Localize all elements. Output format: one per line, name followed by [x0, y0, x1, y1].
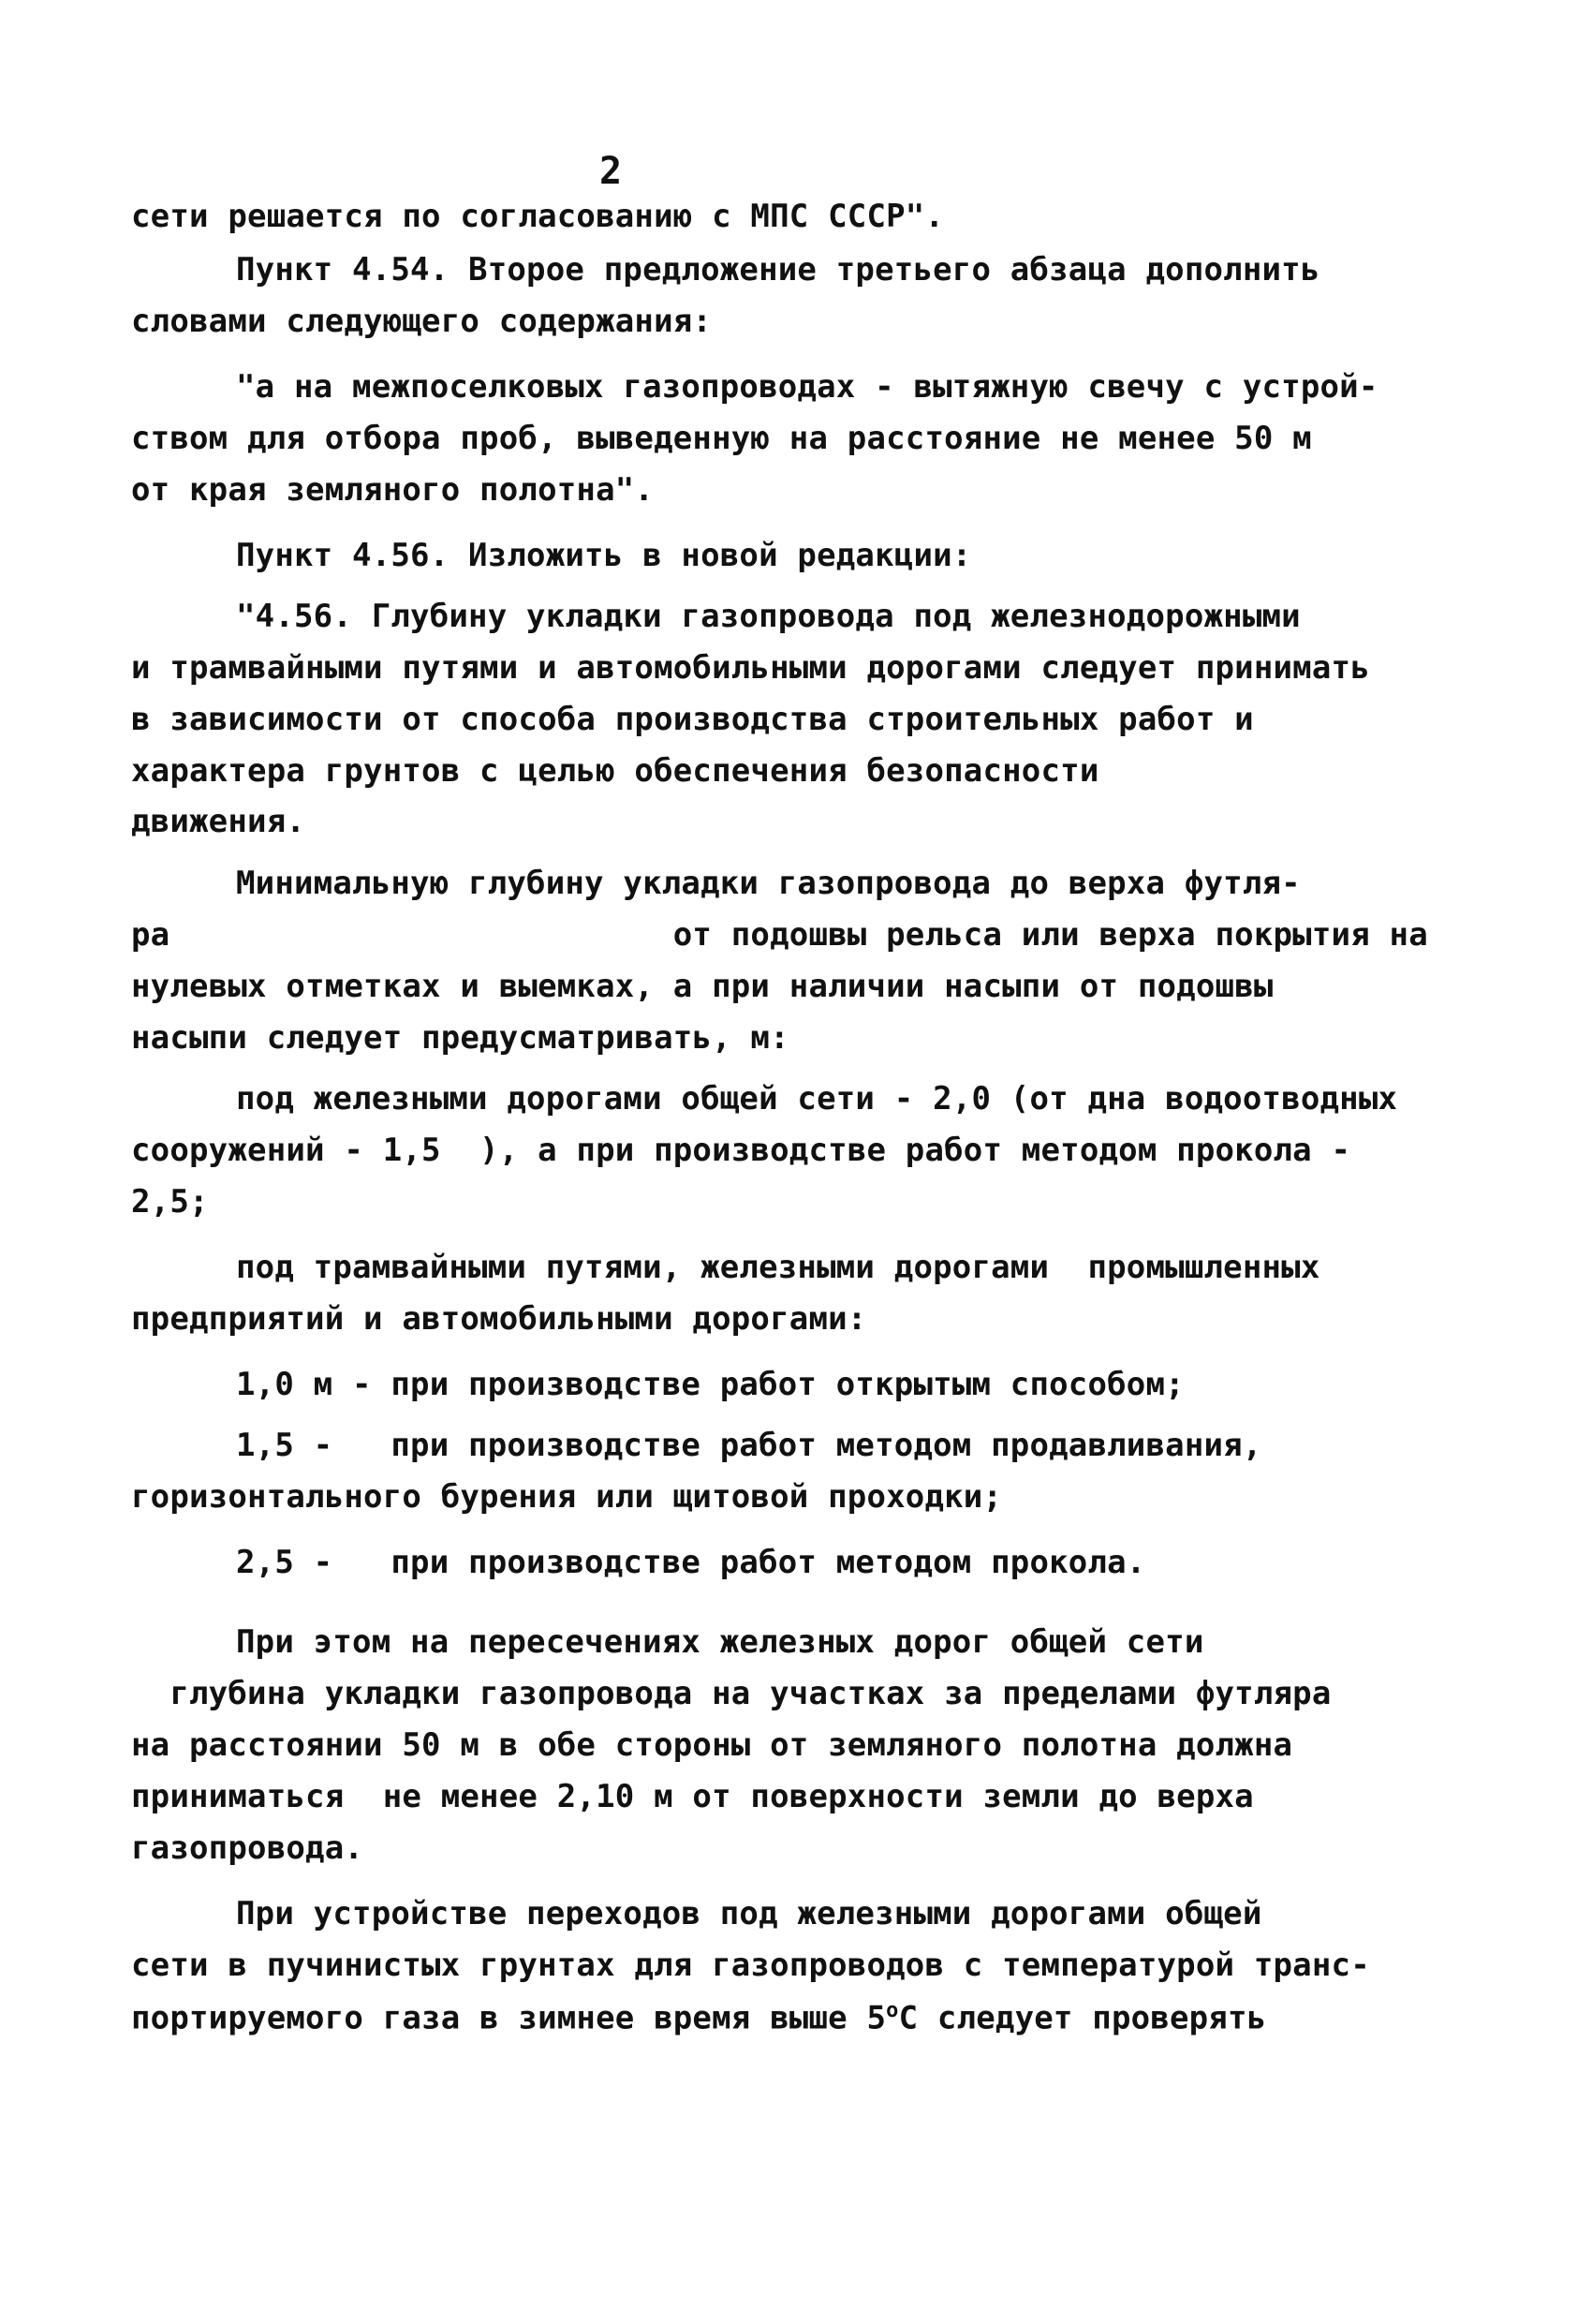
text-line: ра от подошвы рельса или верха покрытия на — [131, 916, 1428, 954]
text-line: сети решается по согласованию с МПС СССР". — [131, 198, 945, 235]
text-line: "4.56. Глубину укладки газопровода под железнодорожными — [236, 598, 1301, 635]
text-line: При устройстве переходов под железными дорогами общей — [236, 1895, 1262, 1932]
text-line: ством для отбора проб, выведенную на расстояние не менее 50 м — [131, 420, 1312, 457]
text-line: Пункт 4.54. Второе предложение третьего абзаца дополнить — [236, 251, 1320, 289]
text-line: При этом на пересечениях железных дорог общей сети — [236, 1623, 1204, 1661]
text-line: глубина укладки газопровода на участках за пределами футляра — [131, 1675, 1332, 1712]
text-line: 1,5 - при производстве работ методом продавливания, — [236, 1427, 1262, 1464]
text-line: под трамвайными путями, железными дорогами промышленных — [236, 1249, 1320, 1286]
text-line: на расстоянии 50 м в обе стороны от земляного полотна должна — [131, 1726, 1293, 1764]
text-line: сети в пучинистых грунтах для газопроводов с температурой транс- — [131, 1947, 1370, 1984]
text-segment: C следует проверять — [898, 1999, 1267, 2037]
text-line: горизонтального бурения или щитовой проходки; — [131, 1478, 1003, 1516]
text-line: от края земляного полотна". — [131, 471, 655, 509]
text-line: предприятий и автомобильными дорогами: — [131, 1300, 867, 1338]
degree-superscript: о — [886, 1999, 899, 2022]
text-line: под железными дорогами общей сети - 2,0 (от дна водоотводных — [236, 1080, 1398, 1118]
text-line: приниматься не менее 2,10 м от поверхности земли до верха — [131, 1778, 1254, 1815]
text-line: Пункт 4.56. Изложить в новой редакции: — [236, 537, 972, 574]
text-line: движения. — [131, 803, 306, 840]
text-line: "а на межпоселковых газопроводах - вытяжную свечу с устрой- — [236, 368, 1378, 406]
text-segment: портируемого газа в зимнее время выше 5 — [131, 1999, 887, 2037]
text-line: характера грунтов с целью обеспечения безопасности — [131, 752, 1099, 790]
text-line: газопровода. — [131, 1829, 364, 1867]
text-line: и трамвайными путями и автомобильными дорогами следует принимать — [131, 649, 1370, 687]
text-line: 2,5 - при производстве работ методом прокола. — [236, 1544, 1146, 1581]
text-line: 1,0 м - при производстве работ открытым способом; — [236, 1366, 1185, 1403]
text-line: 2,5; — [131, 1183, 209, 1221]
text-line: словами следующего содержания: — [131, 303, 713, 340]
text-line: Минимальную глубину укладки газопровода до верха футля- — [236, 865, 1301, 902]
text-line: в зависимости от способа производства строительных работ и — [131, 701, 1254, 738]
text-line — [131, 1999, 1267, 2037]
text-line: сооружений - 1,5 ), а при производстве работ методом прокола - — [131, 1132, 1351, 1169]
text-line: насыпи следует предусматривать, м: — [131, 1019, 789, 1057]
page-number: 2 — [599, 150, 623, 193]
text-line: нулевых отметках и выемках, а при наличии насыпи от подошвы — [131, 968, 1274, 1005]
